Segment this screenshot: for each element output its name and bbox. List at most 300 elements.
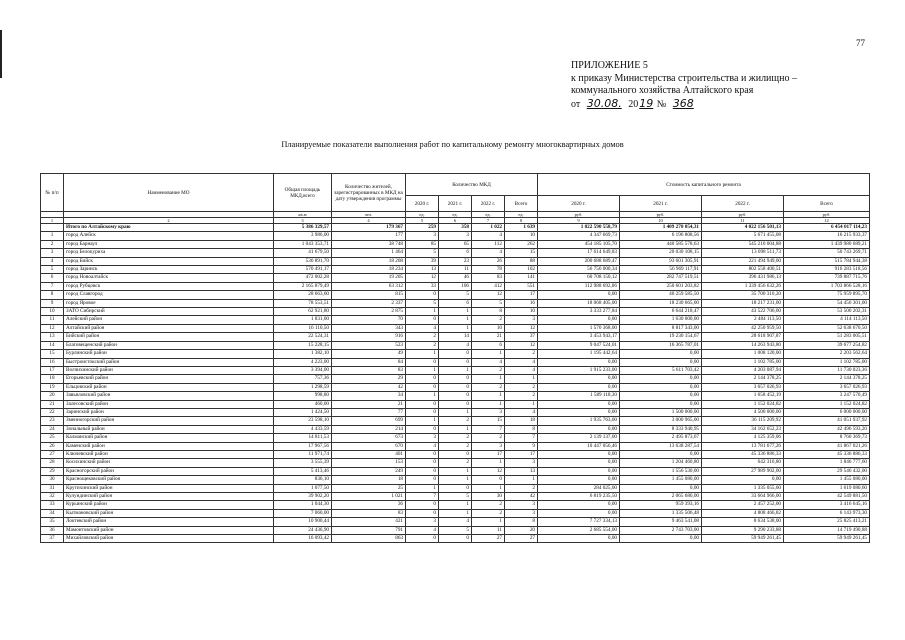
table-cell: 59 949 261,45 [702,535,784,543]
table-cell: 2 [439,442,472,450]
table-cell: 1 [406,366,439,374]
table-cell: 1 195 442,64 [538,350,620,358]
table-cell: 0 [406,316,439,324]
units-cell: руб. [620,212,702,218]
table-cell: 75 959 895,70 [784,291,870,299]
table-cell: 33 [41,501,64,509]
table-cell: 30 [472,493,505,501]
table-cell: 23 [439,257,472,265]
table-cell: 2 065 680,00 [620,493,702,501]
header-repair-cost: Стоимость капитального ремонта [538,174,870,196]
table-cell: 29 [332,375,406,383]
table-cell: 1 [505,400,538,408]
table-cell: 22 524,31 [274,333,332,341]
table-cell: 0,00 [538,425,620,433]
table-cell: 10 [472,324,505,332]
table-cell: 83 [332,509,406,517]
table-cell: 14 719 490,88 [784,526,870,534]
table-row [41,425,870,433]
table-cell: 13 [505,467,538,475]
table-cell: Крутихинский район [64,484,274,492]
table-cell: 1 [439,308,472,316]
column-index-cell: 4 [332,218,406,224]
total-cell: 1 409 270 054,31 [620,224,702,232]
table-cell: 2 [505,350,538,358]
units-cell: ед. [472,212,505,218]
table-cell: Мамонтовский район [64,526,274,534]
table-cell: 3 [439,232,472,240]
table-cell: 515 784 944,38 [784,257,870,265]
appendix-date-line [571,98,797,112]
table-cell: 4 [472,358,505,366]
table-cell: 7 [505,434,538,442]
table-cell: 42 [505,493,538,501]
table-cell: 4 [439,518,472,526]
table-cell: 77 [332,408,406,416]
table-cell: 3 [41,249,64,257]
table-cell: 2 [505,392,538,400]
table-cell: 59 949 261,45 [784,535,870,543]
table-cell: 0,00 [702,476,784,484]
table-row [41,299,870,307]
table-cell: 93 601 305,91 [620,257,702,265]
column-index-cell: 3 [274,218,332,224]
table-cell: 14 263 943,80 [702,341,784,349]
column-index-cell: 7 [472,218,505,224]
table-cell: 2 [472,501,505,509]
table-cell: 0,00 [538,291,620,299]
table-cell: 0,00 [538,509,620,517]
table-cell: 1 044,30 [274,501,332,509]
table-cell: 3 [505,316,538,324]
table-cell: 34 [332,392,406,400]
table-cell: 0 [406,459,439,467]
table-cell: 6 [41,274,64,282]
table-cell: 5 [439,493,472,501]
table-cell: 12 [472,291,505,299]
table-cell: 11 [439,266,472,274]
table-cell: 18 [505,417,538,425]
table-cell: 282 747 519,51 [620,274,702,282]
table-cell: 3 [472,408,505,416]
table-cell: город Заринск [64,266,274,274]
table-cell: город Белокуриха [64,249,274,257]
table-cell: 3 [505,509,538,517]
column-index-cell: 10 [620,218,702,224]
table-cell: 0 [406,383,439,391]
table-cell: 14 [439,333,472,341]
table-cell: 39 902,20 [274,493,332,501]
table-cell: 0 [406,450,439,458]
table-cell: 0,00 [620,392,702,400]
table-cell: Кулундинский район [64,493,274,501]
total-cell: 1 022 590 558,79 [538,224,620,232]
table-cell: 21 [332,400,406,408]
table-cell: 28 [41,459,64,467]
table-cell: 3 247 570,49 [784,392,870,400]
table-cell: 3 394,00 [274,366,332,374]
table-row [41,257,870,265]
table-cell: 112 988 692,06 [538,282,620,290]
table-cell: 670 [332,442,406,450]
table-cell: 0,00 [620,375,702,383]
table-row [41,240,870,248]
table-cell: 39 677 254,82 [784,341,870,349]
column-index-cell: 2 [64,218,274,224]
table-cell: Благовещенский район [64,341,274,349]
table-cell: 1 935 763,00 [538,417,620,425]
units-cell: руб. [784,212,870,218]
table-cell: 106 [439,282,472,290]
table-cell: Калманский район [64,434,274,442]
table-cell: 0 [406,358,439,366]
header-no: № п/п [41,174,64,212]
table-row [41,324,870,332]
table-row [41,484,870,492]
header-mkd-2020: 2020 г. [406,196,439,212]
table-cell: 5 [41,266,64,274]
table-row [41,476,870,484]
table-cell: 0 [439,392,472,400]
table-cell: 0,00 [538,476,620,484]
column-index-cell: 9 [538,218,620,224]
handwritten-date: 30.08. [586,96,622,110]
table-cell: 19 [41,383,64,391]
table-cell: 0,00 [538,501,620,509]
table-cell: 802 558 400,51 [702,266,784,274]
table-row [41,417,870,425]
table-cell: 18 [332,476,406,484]
table-cell: 739 887 715,76 [784,274,870,282]
table-cell: Волчихинский район [64,366,274,374]
table-cell: Ельцовский район [64,383,274,391]
table-cell: 343 [332,324,406,332]
table-cell: 0,00 [620,450,702,458]
table-cell: 36 [41,526,64,534]
table-cell: 4 500 000,00 [702,408,784,416]
table-cell: 2 685 554,00 [538,526,620,534]
table-cell: 50 743 269,71 [784,249,870,257]
table-cell: Завьяловский район [64,392,274,400]
header-cost-2021: 2021 г. [620,196,702,212]
table-cell: 11 [472,526,505,534]
header-residents: Количество жителей, зарегистрированных в МКД на дату утверждения программы [332,174,406,212]
table-cell: 3 000 965,00 [620,417,702,425]
table-cell: 1 [439,501,472,509]
table-cell: 1 [406,350,439,358]
table-cell: 6 143 973,30 [784,509,870,517]
table-cell: 26 [472,257,505,265]
table-cell: 32 [41,493,64,501]
table-cell: 4 [406,324,439,332]
table-cell: 4 [505,358,538,366]
table-row [41,341,870,349]
header-mkd-count: Количество МКД [406,174,538,196]
table-cell: Зональный район [64,425,274,433]
table-cell: 78 [472,266,505,274]
table-cell: 24 [41,425,64,433]
column-index-cell: 1 [41,218,64,224]
table-cell: 5 [406,299,439,307]
table-cell: Ключевский район [64,450,274,458]
table-cell: 1 335 055,60 [702,484,784,492]
table-cell: 16 110,50 [274,324,332,332]
table-cell: 1 021 [332,493,406,501]
table-cell: 2 [439,459,472,467]
table-cell: 13 [406,266,439,274]
table-cell: 10 900,44 [274,518,332,526]
table-cell: 18 217 231,00 [702,299,784,307]
table-cell: 0,00 [620,383,702,391]
table-cell: 2 144 378,25 [702,375,784,383]
table-cell: 2 743 703,00 [620,526,702,534]
table-cell: 863 [332,535,406,543]
table-cell: 10 447 056,46 [538,442,620,450]
table-row [41,400,870,408]
header-cost-total: Всего [784,196,870,212]
table-cell: 9 [41,299,64,307]
table-cell: 2 337 [332,299,406,307]
table-cell: 16 [41,358,64,366]
table-cell: 13 [41,333,64,341]
table-cell: 11 [41,316,64,324]
table-cell: 4 433,59 [274,425,332,433]
table-cell: 1 339 456 632,26 [702,282,784,290]
table-cell: 0,00 [538,535,620,543]
table-row [41,282,870,290]
table-cell: 4 [439,341,472,349]
header-mkd-total: Всего [505,196,538,212]
table-row [41,408,870,416]
table-cell: 5 611 703,42 [620,366,702,374]
table-cell: 78 553,51 [274,299,332,307]
table-cell: 3 [406,232,439,240]
table-cell: 0 [406,375,439,383]
table-row [41,249,870,257]
table-cell: 28 663,60 [274,291,332,299]
table-cell: 19 205 [332,274,406,282]
table-cell: 13 781 677,26 [702,442,784,450]
table-cell: 998,80 [274,392,332,400]
table-cell: 36 [332,501,406,509]
table-cell: 1 [406,484,439,492]
table-cell: 5 [472,299,505,307]
table-cell: 1 382,10 [274,350,332,358]
column-index-cell: 12 [784,218,870,224]
table-cell: 56 969 117,91 [620,266,702,274]
table-cell: 15 [505,249,538,257]
table-cell: 0,00 [538,467,620,475]
table-cell: 0 [406,501,439,509]
table-cell: 51 283 005,51 [784,333,870,341]
table-row [41,366,870,374]
table-cell: 27 [41,450,64,458]
table-cell: 4 [406,526,439,534]
table-cell: город Барнаул [64,240,274,248]
table-cell: 1 102 785,00 [702,358,784,366]
table-cell: 52 638 670,50 [784,324,870,332]
table-row [41,518,870,526]
table-cell: Змеиногорский район [64,417,274,425]
table-cell: 35 700 310,20 [702,291,784,299]
table-cell: 1 [439,408,472,416]
table-cell: 15 [472,417,505,425]
table-cell: 10 [505,308,538,316]
table-cell: 34 [41,509,64,517]
column-index-cell: 11 [702,218,784,224]
table-cell: 141 [505,274,538,282]
table-cell: 1 455 080,00 [784,476,870,484]
table-cell: 3 [472,442,505,450]
table-cell: 396 431 986,13 [702,274,784,282]
total-row [41,224,870,232]
table-cell: 2 [439,434,472,442]
table-cell: 1 589 118,30 [538,392,620,400]
table-cell: 0 [439,484,472,492]
table-cell: 2 495 873,67 [620,434,702,442]
table-cell: 440 585 578,63 [620,240,702,248]
table-cell: город Новоалтайск [64,274,274,282]
table-cell: 177 [332,232,406,240]
table-cell: 16 365 787,01 [620,341,702,349]
appendix-title: ПРИЛОЖЕНИЕ 5 [571,60,648,71]
table-cell: 545 210 004,88 [702,240,784,248]
table-cell: 8 [505,425,538,433]
table-cell: 6 819 235,50 [538,493,620,501]
appendix-block [571,60,797,111]
table-cell: 2 165 879,49 [274,282,332,290]
table-cell: 699 [332,417,406,425]
table-cell: 1 043 353,71 [274,240,332,248]
total-cell: 179 367 [332,224,406,232]
table-row [41,509,870,517]
table-cell: 1 658 452,19 [702,392,784,400]
table-cell: 0 [439,535,472,543]
table-cell: 1 335 506,48 [620,509,702,517]
table-cell: 1 [505,375,538,383]
table-cell: 262 [505,240,538,248]
table-cell: 421 [332,518,406,526]
total-cell: 6 454 017 114,23 [784,224,870,232]
table-cell: 1 619 080,60 [784,484,870,492]
table-cell: 1 [439,476,472,484]
table-cell: 27 989 902,00 [702,467,784,475]
table-cell: 8 634 538,00 [702,518,784,526]
table-cell: 12 [505,324,538,332]
table-cell: 4 125 359,06 [702,434,784,442]
table-cell: 27 [505,535,538,543]
table-cell: 2 [472,434,505,442]
table-row [41,467,870,475]
table-cell: 6 [439,299,472,307]
table-cell: 1 077,50 [274,484,332,492]
table-cell: Михайловский район [64,535,274,543]
table-row [41,434,870,442]
table-cell: 16 215 933,37 [784,232,870,240]
table-cell: 15 228,15 [274,341,332,349]
table-cell: 4 114 113,50 [784,316,870,324]
table-cell: 83 [332,366,406,374]
table-cell: 454 185 105,70 [538,240,620,248]
table-cell: 2 457 252,00 [702,501,784,509]
table-cell: 401 [332,450,406,458]
table-cell: 472 002,28 [274,274,332,282]
table-row [41,535,870,543]
table-cell: 3 416 645,16 [784,501,870,509]
table-cell: 412 [472,282,505,290]
table-cell: 2 [472,383,505,391]
table-cell: 2 [472,509,505,517]
table-cell: 0,00 [538,358,620,366]
number-sign: № [656,98,667,110]
table-cell: 959 393,16 [620,501,702,509]
table-row [41,383,870,391]
table-cell: 8 333 940,95 [620,425,702,433]
table-cell: 18 208 [332,257,406,265]
table-cell: город Бийск [64,257,274,265]
table-cell: 1 152 024,82 [702,400,784,408]
table-cell: Быстроистокский район [64,358,274,366]
table-cell: 12 [505,341,538,349]
table-cell: 41 051 937,92 [784,417,870,425]
table-cell: 1 [505,476,538,484]
table-cell: город Рубцовск [64,282,274,290]
table-cell: Алейский район [64,316,274,324]
table-cell: 6 196 808,56 [620,232,702,240]
table-cell: 42 496 593,20 [784,425,870,433]
table-cell: 4 223,00 [274,358,332,366]
table-cell: 0,00 [538,459,620,467]
table-cell: Косихинский район [64,459,274,467]
table-wrapper [40,173,869,543]
table-cell: 16 093,42 [274,535,332,543]
table-cell: 0 [406,467,439,475]
table-cell: 815 [332,291,406,299]
table-cell: 5 [406,249,439,257]
table-cell: 3 555,39 [274,459,332,467]
table-cell: 23 598,10 [274,417,332,425]
table-cell: 12 [406,274,439,282]
table-cell: 642 316,80 [702,459,784,467]
table-cell: 53 500 202,31 [784,308,870,316]
table-cell: 17 [505,450,538,458]
table-cell: 791 [332,526,406,534]
table-cell: 26 [41,442,64,450]
table-cell: 4 [505,366,538,374]
total-cell: 5 386 329,57 [274,224,332,232]
table-cell: Локтевский район [64,518,274,526]
table-cell: 9 [505,442,538,450]
table-row [41,333,870,341]
table-cell: 11 730 023,36 [784,366,870,374]
table-cell: 40 259 585,50 [620,291,702,299]
table-cell: 1 [439,316,472,324]
table-cell: 5 413,46 [274,467,332,475]
table-cell: 31 [41,484,64,492]
table-cell: 0 [406,425,439,433]
table-cell: 1 [472,459,505,467]
table-cell: 17 [472,450,505,458]
table-cell: 2 [505,484,538,492]
table-cell: 1 152 024,82 [784,400,870,408]
table-cell: 13 098 511,73 [702,249,784,257]
table-cell: 21 [472,333,505,341]
handwritten-number: 368 [672,96,694,110]
table-cell: 16 [505,299,538,307]
table-row [41,358,870,366]
table-cell: Каменский район [64,442,274,450]
table-row [41,501,870,509]
